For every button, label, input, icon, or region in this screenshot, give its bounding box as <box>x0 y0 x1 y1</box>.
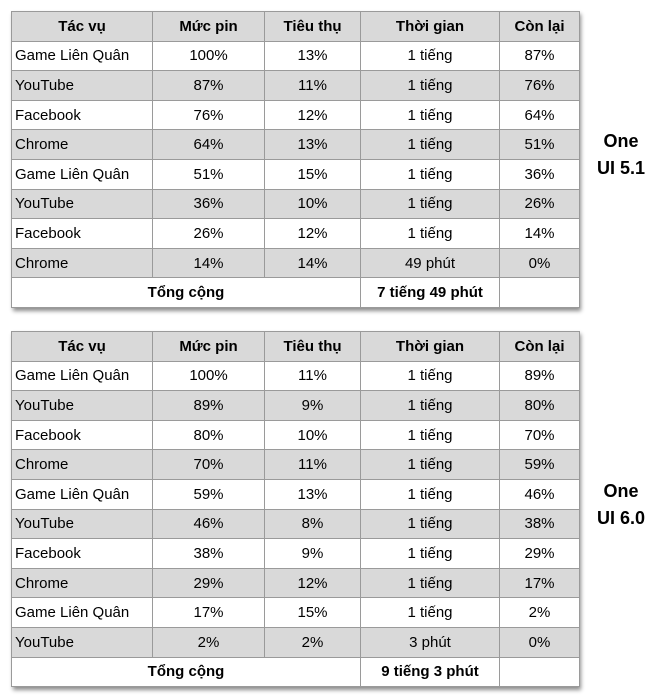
column-header: Mức pin <box>153 12 265 42</box>
battery-level-cell: 2% <box>153 627 265 657</box>
remaining-cell: 29% <box>500 539 580 569</box>
remaining-cell: 46% <box>500 479 580 509</box>
total-row <box>12 657 580 687</box>
remaining-cell: 38% <box>500 509 580 539</box>
total-duration: 7 tiếng 49 phút <box>361 278 500 308</box>
battery-level-cell: 64% <box>153 130 265 160</box>
remaining-cell: 64% <box>500 100 580 130</box>
remaining-cell: 0% <box>500 248 580 278</box>
remaining-cell: 14% <box>500 219 580 249</box>
column-header: Mức pin <box>153 332 265 362</box>
table-row <box>12 539 580 569</box>
battery-level-cell: 87% <box>153 71 265 101</box>
duration-cell: 1 tiếng <box>361 479 500 509</box>
remaining-cell: 51% <box>500 130 580 160</box>
battery-level-cell: 76% <box>153 100 265 130</box>
total-empty-cell <box>500 657 580 687</box>
battery-level-cell: 29% <box>153 568 265 598</box>
total-label: Tổng cộng <box>12 657 361 687</box>
task-cell: Facebook <box>12 100 153 130</box>
battery-level-cell: 100% <box>153 361 265 391</box>
battery-level-cell: 36% <box>153 189 265 219</box>
table-row <box>12 361 580 391</box>
consumption-cell: 13% <box>265 130 361 160</box>
battery-level-cell: 26% <box>153 219 265 249</box>
consumption-cell: 12% <box>265 100 361 130</box>
table-row <box>12 159 580 189</box>
remaining-cell: 80% <box>500 391 580 421</box>
table-row <box>12 450 580 480</box>
consumption-cell: 15% <box>265 159 361 189</box>
battery-level-cell: 80% <box>153 420 265 450</box>
remaining-cell: 59% <box>500 450 580 480</box>
table-row <box>12 627 580 657</box>
consumption-cell: 10% <box>265 420 361 450</box>
os-version-label <box>590 478 652 532</box>
column-header: Còn lại <box>500 12 580 42</box>
task-cell: Facebook <box>12 420 153 450</box>
task-cell: YouTube <box>12 189 153 219</box>
consumption-cell: 10% <box>265 189 361 219</box>
column-header: Thời gian <box>361 12 500 42</box>
task-cell: YouTube <box>12 627 153 657</box>
os-label-line-1: One <box>603 481 639 501</box>
column-header: Tác vụ <box>12 12 153 42</box>
table-row <box>12 219 580 249</box>
duration-cell: 1 tiếng <box>361 509 500 539</box>
table-row <box>12 568 580 598</box>
remaining-cell: 0% <box>500 627 580 657</box>
table-row <box>12 100 580 130</box>
remaining-cell: 2% <box>500 598 580 628</box>
battery-table-one-ui-5-1 <box>11 11 579 308</box>
os-version-label <box>590 128 652 182</box>
total-row <box>12 278 580 308</box>
duration-cell: 1 tiếng <box>361 130 500 160</box>
remaining-cell: 26% <box>500 189 580 219</box>
consumption-cell: 9% <box>265 539 361 569</box>
battery-level-cell: 38% <box>153 539 265 569</box>
task-cell: YouTube <box>12 71 153 101</box>
duration-cell: 49 phút <box>361 248 500 278</box>
total-label: Tổng cộng <box>12 278 361 308</box>
battery-level-cell: 70% <box>153 450 265 480</box>
consumption-cell: 15% <box>265 598 361 628</box>
battery-level-cell: 14% <box>153 248 265 278</box>
column-header: Tiêu thụ <box>265 12 361 42</box>
consumption-cell: 14% <box>265 248 361 278</box>
os-label-line-1: One <box>603 131 639 151</box>
table-row <box>12 479 580 509</box>
remaining-cell: 17% <box>500 568 580 598</box>
battery-level-cell: 100% <box>153 41 265 71</box>
duration-cell: 1 tiếng <box>361 539 500 569</box>
battery-table-one-ui-6-0 <box>11 331 579 687</box>
column-header: Tác vụ <box>12 332 153 362</box>
duration-cell: 1 tiếng <box>361 420 500 450</box>
table-row <box>12 420 580 450</box>
remaining-cell: 87% <box>500 41 580 71</box>
column-header: Thời gian <box>361 332 500 362</box>
consumption-cell: 13% <box>265 41 361 71</box>
remaining-cell: 70% <box>500 420 580 450</box>
task-cell: Chrome <box>12 248 153 278</box>
task-cell: Game Liên Quân <box>12 598 153 628</box>
duration-cell: 1 tiếng <box>361 41 500 71</box>
duration-cell: 1 tiếng <box>361 361 500 391</box>
header-row <box>12 332 580 362</box>
duration-cell: 1 tiếng <box>361 159 500 189</box>
task-cell: Chrome <box>12 568 153 598</box>
table-row <box>12 130 580 160</box>
table-row <box>12 41 580 71</box>
battery-level-cell: 46% <box>153 509 265 539</box>
duration-cell: 1 tiếng <box>361 219 500 249</box>
consumption-cell: 11% <box>265 450 361 480</box>
consumption-cell: 11% <box>265 361 361 391</box>
remaining-cell: 89% <box>500 361 580 391</box>
task-cell: Game Liên Quân <box>12 479 153 509</box>
table-row <box>12 71 580 101</box>
results-table <box>11 331 580 687</box>
task-cell: Chrome <box>12 130 153 160</box>
task-cell: Game Liên Quân <box>12 159 153 189</box>
os-label-line-2: UI 6.0 <box>596 508 646 528</box>
consumption-cell: 12% <box>265 568 361 598</box>
task-cell: YouTube <box>12 509 153 539</box>
duration-cell: 3 phút <box>361 627 500 657</box>
consumption-cell: 9% <box>265 391 361 421</box>
duration-cell: 1 tiếng <box>361 568 500 598</box>
consumption-cell: 11% <box>265 71 361 101</box>
duration-cell: 1 tiếng <box>361 189 500 219</box>
consumption-cell: 13% <box>265 479 361 509</box>
table-row <box>12 598 580 628</box>
duration-cell: 1 tiếng <box>361 598 500 628</box>
header-row <box>12 12 580 42</box>
total-empty-cell <box>500 278 580 308</box>
os-label-line-2: UI 5.1 <box>596 158 646 178</box>
consumption-cell: 12% <box>265 219 361 249</box>
consumption-cell: 8% <box>265 509 361 539</box>
battery-level-cell: 51% <box>153 159 265 189</box>
column-header: Tiêu thụ <box>265 332 361 362</box>
table-row <box>12 509 580 539</box>
remaining-cell: 36% <box>500 159 580 189</box>
table-row <box>12 391 580 421</box>
task-cell: Game Liên Quân <box>12 41 153 71</box>
column-header: Còn lại <box>500 332 580 362</box>
battery-level-cell: 89% <box>153 391 265 421</box>
duration-cell: 1 tiếng <box>361 391 500 421</box>
task-cell: Facebook <box>12 539 153 569</box>
battery-level-cell: 59% <box>153 479 265 509</box>
total-duration: 9 tiếng 3 phút <box>361 657 500 687</box>
table-row <box>12 189 580 219</box>
task-cell: YouTube <box>12 391 153 421</box>
remaining-cell: 76% <box>500 71 580 101</box>
consumption-cell: 2% <box>265 627 361 657</box>
duration-cell: 1 tiếng <box>361 71 500 101</box>
task-cell: Facebook <box>12 219 153 249</box>
table-row <box>12 248 580 278</box>
results-table <box>11 11 580 308</box>
duration-cell: 1 tiếng <box>361 450 500 480</box>
battery-level-cell: 17% <box>153 598 265 628</box>
task-cell: Chrome <box>12 450 153 480</box>
task-cell: Game Liên Quân <box>12 361 153 391</box>
duration-cell: 1 tiếng <box>361 100 500 130</box>
